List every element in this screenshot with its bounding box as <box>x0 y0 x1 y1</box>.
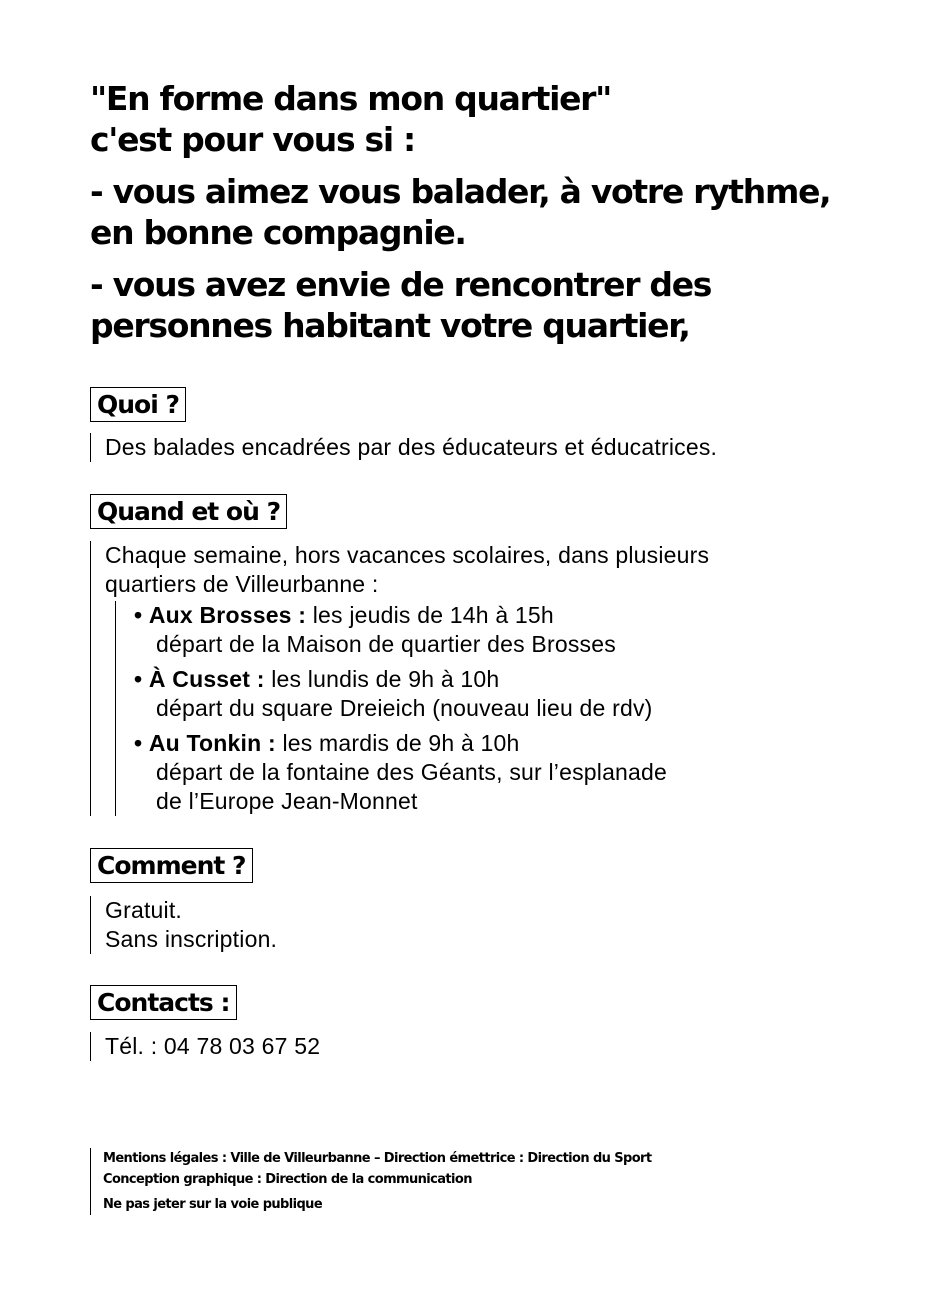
schedule-item-departure: départ du square Dreieich (nouveau lieu de rdv) <box>156 695 653 721</box>
schedule-item-tonkin <box>134 729 709 816</box>
intro-title-line1: "En forme dans mon quartier" <box>90 79 612 118</box>
intro-bullet-1 <box>90 171 910 253</box>
schedule-item-departure: départ de la fontaine des Géants, sur l’esplanade <box>156 759 668 785</box>
intro-bullet-2-line2: personnes habitant votre quartier, <box>90 306 690 345</box>
quand-line2: quartiers de Villeurbanne : <box>105 571 379 597</box>
schedule-item-bullet: • <box>134 602 143 628</box>
schedule-item-bullet: • <box>134 666 143 692</box>
schedule-item-cusset <box>134 665 709 723</box>
schedule-item-place: Au Tonkin : <box>148 730 276 756</box>
quand-heading: Quand et où ? <box>90 494 287 529</box>
schedule-item-place: Aux Brosses : <box>148 602 307 628</box>
contacts-text-block <box>90 1032 320 1061</box>
quoi-text: Des balades encadrées par des éducateurs et éducatrices. <box>105 434 718 460</box>
legal-mentions: Mentions légales : Ville de Villeurbanne – Direction émettrice : Direction du Sport <box>103 1151 652 1166</box>
schedule-list <box>115 601 709 816</box>
contacts-phone: Tél. : 04 78 03 67 52 <box>105 1033 321 1059</box>
schedule-item-departure: départ de la Maison de quartier des Brosses <box>156 631 616 657</box>
schedule-item-when: les lundis de 9h à 10h <box>271 666 500 692</box>
comment-text-block <box>90 896 277 954</box>
quand-line1: Chaque semaine, hors vacances scolaires, dans plusieurs <box>105 542 710 568</box>
quoi-heading: Quoi ? <box>90 387 186 422</box>
intro-bullet-1-line1: - vous aimez vous balader, à votre rythme, <box>90 172 831 211</box>
schedule-item-departure-cont: de l’Europe Jean-Monnet <box>156 788 418 814</box>
intro-bullet-2-line1: - vous avez envie de rencontrer des <box>90 265 712 304</box>
schedule-item-when: les jeudis de 14h à 15h <box>312 602 554 628</box>
intro-bullet-2 <box>90 264 910 346</box>
schedule-item-bullet: • <box>134 730 143 756</box>
comment-line1: Gratuit. <box>105 897 183 923</box>
contacts-heading: Contacts : <box>90 985 237 1020</box>
comment-heading: Comment ? <box>90 848 253 883</box>
legal-notice: Ne pas jeter sur la voie publique <box>103 1197 323 1212</box>
schedule-item-brosses <box>134 601 709 659</box>
quand-text-block <box>90 541 709 816</box>
intro-title <box>90 78 910 160</box>
quoi-text-block <box>90 433 717 462</box>
schedule-item-when: les mardis de 9h à 10h <box>282 730 520 756</box>
intro-title-line2: c'est pour vous si : <box>90 120 415 159</box>
intro <box>90 78 910 346</box>
comment-line2: Sans inscription. <box>105 926 278 952</box>
schedule-item-place: À Cusset : <box>148 666 265 692</box>
legal-design: Conception graphique : Direction de la communication <box>103 1172 472 1187</box>
intro-bullet-1-line2: en bonne compagnie. <box>90 213 466 252</box>
legal-footer <box>90 1148 651 1215</box>
